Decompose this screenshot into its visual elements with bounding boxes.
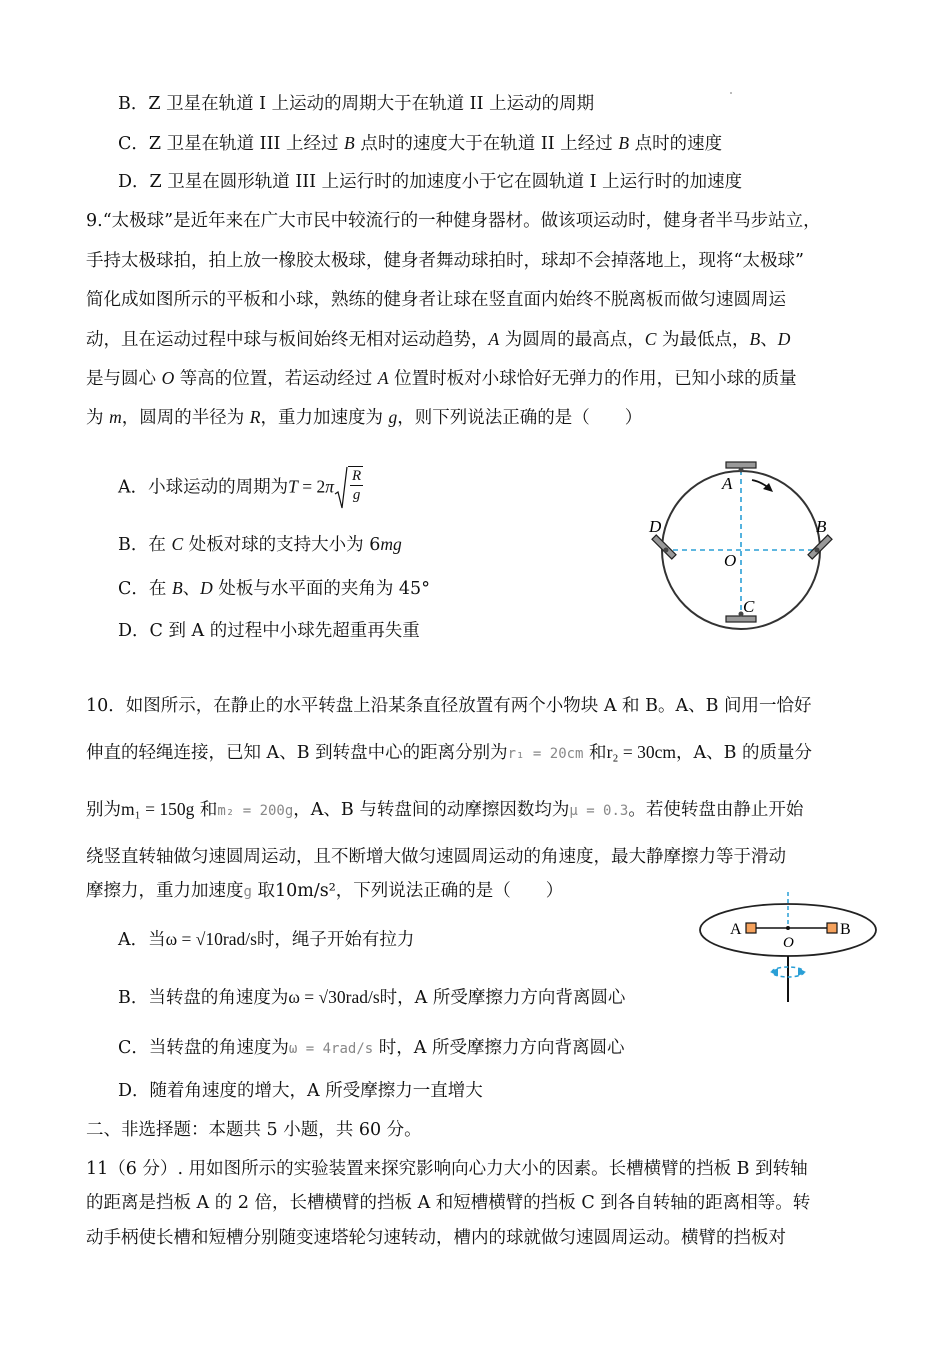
q11-stem-line2: 的距离是挡板 A 的 2 倍，长槽横臂的挡板 A 和短槽横臂的挡板 C 到各自转轴的距离相等。转 [86, 1193, 811, 1213]
label-o: O [783, 935, 794, 951]
q10-stem-line1: 10．如图所示，在静止的水平转盘上沿某条直径放置有两个小物块 A 和 B。A、B 间用一恰好 [86, 696, 812, 716]
q9-stem-line5: 是与圆心 O 等高的位置，若运动经过 A 位置时板对小球恰好无弹力的作用，已知小球的质量 [86, 368, 797, 389]
q9-option-d: D．C 到 A 的过程中小球先超重再失重 [118, 621, 420, 641]
q10-stem-line2: 伸直的轻绳连接，已知 A、B 到转盘中心的距离分别为r₁ = 20cm 和r₂ = 30cm，A、B 的质量分 [86, 742, 813, 763]
q9-taiji-figure [642, 458, 842, 638]
q9-stem-line6: 为 m，圆周的半径为 R，重力加速度为 g，则下列说法正确的是（ ） [86, 407, 643, 428]
q9-option-c: C．在 B、D 处板与水平面的夹角为 45° [118, 578, 430, 599]
q10-option-d: D．随着角速度的增大，A 所受摩擦力一直增大 [118, 1081, 483, 1101]
label-a: A [730, 921, 742, 938]
q8-option-c: C．Z 卫星在轨道 III 上经过 B 点时的速度大于在轨道 II 上经过 B 点时的速度 [118, 133, 723, 154]
label-b: B [816, 517, 827, 536]
q9-stem-line2: 手持太极球拍，拍上放一橡胶太极球，健身者舞动球拍时，球却不会掉落地上，现将“太极球” [86, 251, 804, 271]
q10-option-b: B．当转盘的角速度为ω = √30rad/s时，A 所受摩擦力方向背离圆心 [118, 987, 626, 1008]
q9-option-a: A．小球运动的周期为T = 2π $\frac{R}{g}$ [118, 466, 363, 510]
scan-speck [730, 92, 732, 94]
q11-stem-line3: 动手柄使长槽和短槽分别随变速塔轮匀速转动，槽内的球就做匀速圆周运动。横臂的挡板对 [86, 1228, 786, 1248]
q10-stem-line5: 摩擦力，重力加速度g 取10m/s²，下列说法正确的是（ ） [86, 881, 564, 901]
q9-option-b: B．在 C 处板对球的支持大小为 6mg [118, 534, 402, 555]
q11-stem-line1: 11（6 分）. 用如图所示的实验装置来探究影响向心力大小的因素。长槽横臂的挡板 B 到转轴 [86, 1159, 808, 1179]
q10-option-a: A．当ω = √10rad/s时，绳子开始有拉力 [118, 929, 415, 950]
label-o: O [724, 551, 737, 570]
sqrt-formula: $\frac{R}{g}$ [334, 466, 363, 510]
label-d: D [649, 517, 662, 536]
label-a: A [722, 474, 733, 493]
label-c: C [743, 597, 755, 616]
q10-option-c: C．当转盘的角速度为ω = 4rad/s 时，A 所受摩擦力方向背离圆心 [118, 1038, 625, 1058]
q9-stem-line1: 9.“太极球”是近年来在广大市民中较流行的一种健身器材。做该项运动时，健身者半马步站立， [86, 211, 821, 231]
q8-option-b: B．Z 卫星在轨道 I 上运动的周期大于在轨道 II 上运动的周期 [118, 94, 595, 114]
q9-stem-line3: 简化成如图所示的平板和小球，熟练的健身者让球在竖直面内始终不脱离板而做匀速圆周运 [86, 290, 786, 310]
section-2-heading: 二、非选择题：本题共 5 小题，共 60 分。 [86, 1120, 422, 1140]
q10-stem-line3: 别为m₁ = 150g 和m₂ = 200g，A、B 与转盘间的动摩擦因数均为μ = 0.3。若使转盘由静止开始 [86, 799, 804, 820]
q10-stem-line4: 绕竖直转轴做匀速圆周运动，且不断增大做匀速圆周运动的角速度，最大静摩擦力等于滑动 [86, 847, 786, 867]
q9-stem-line4: 动，且在运动过程中球与板间始终无相对运动趋势，A 为圆周的最高点，C 为最低点，B、D [86, 329, 791, 350]
q8-option-d: D．Z 卫星在圆形轨道 III 上运行时的加速度小于它在圆轨道 I 上运行时的加速度 [118, 172, 743, 192]
label-b: B [840, 921, 851, 938]
q10-turntable-figure [694, 888, 884, 1008]
